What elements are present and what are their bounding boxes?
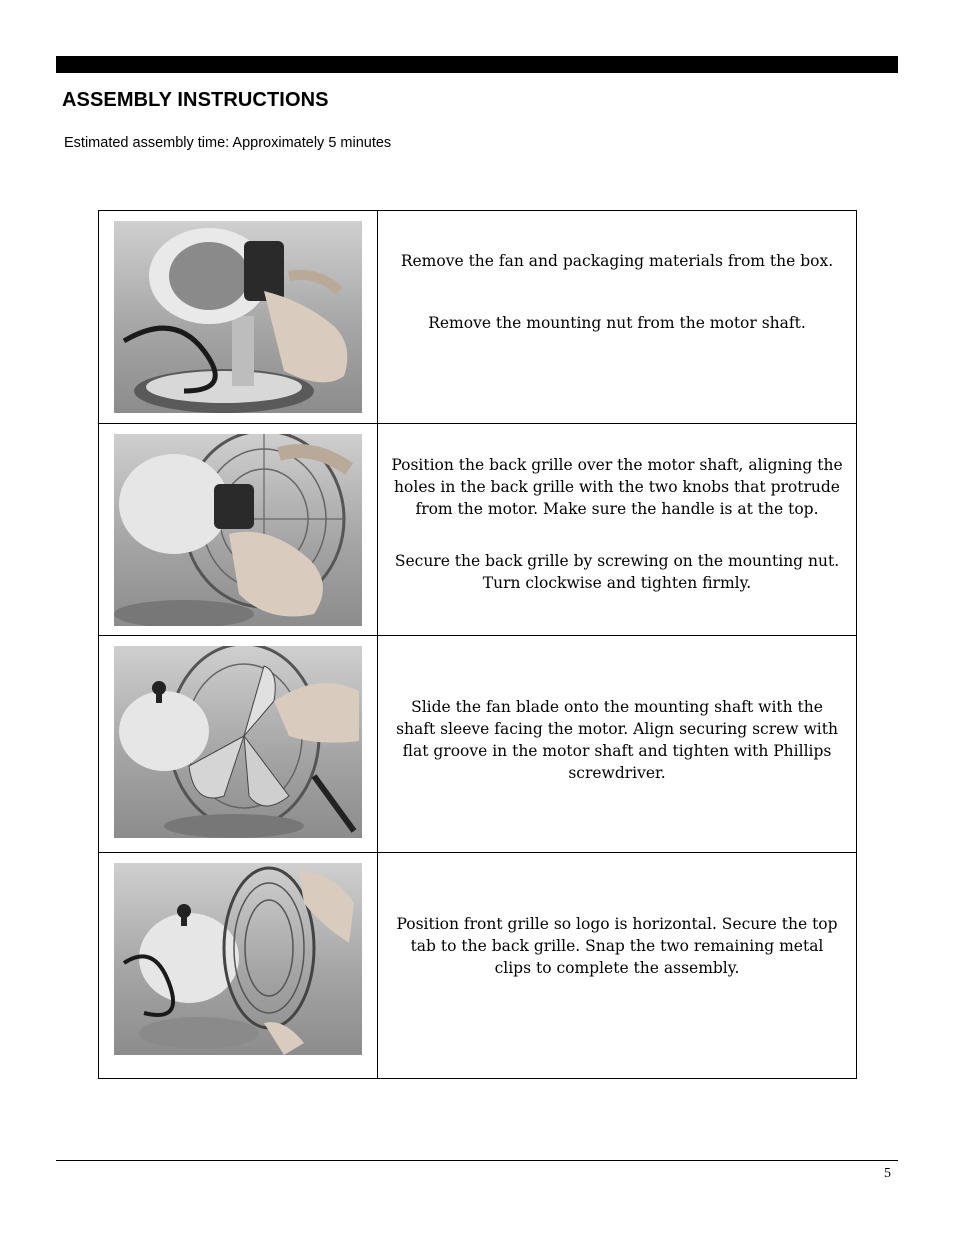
step-row	[99, 853, 857, 1079]
step-instructions	[378, 636, 856, 784]
assembly-time-note: Estimated assembly time: Approximately 5 minutes	[64, 135, 392, 151]
page-title: ASSEMBLY INSTRUCTIONS	[62, 89, 329, 111]
step-4-text-1: Position front grille so logo is horizontal. Secure the top tab to the back grille. Snap the two remaining metal clips to complete the assembly.	[396, 915, 838, 977]
step-instructions	[378, 853, 856, 979]
step-1-text-1: Remove the fan and packaging materials from the box.	[400, 252, 834, 270]
step-photo-cell	[99, 424, 378, 636]
page-number: 5	[884, 1166, 891, 1181]
step-3-photo	[114, 646, 362, 838]
footer-rule	[56, 1160, 898, 1161]
step-photo-cell	[99, 211, 378, 424]
step-photo-cell	[99, 636, 378, 853]
back-grille-photo-illustration	[114, 434, 362, 626]
step-2-text-1: Position the back grille over the motor shaft, aligning the holes in the back grille with the two knobs that protrude from the motor. Make sure the handle is at the top.	[391, 456, 843, 518]
front-grille-photo-illustration	[114, 863, 362, 1055]
fan-blade-photo-illustration	[114, 646, 362, 838]
step-1-text-2: Remove the mounting nut from the motor shaft.	[428, 314, 806, 332]
step-row	[99, 211, 857, 424]
step-instructions	[378, 211, 856, 334]
step-photo-cell	[99, 853, 378, 1079]
step-instructions	[378, 424, 856, 594]
step-text-cell	[378, 636, 857, 853]
step-2-text-2: Secure the back grille by screwing on the mounting nut. Turn clockwise and tighten firmly.	[394, 552, 840, 592]
instructions-table	[98, 210, 857, 1079]
step-2-photo	[114, 434, 362, 626]
step-1-photo	[114, 221, 362, 413]
step-text-cell	[378, 853, 857, 1079]
header-rule	[56, 56, 898, 73]
fan-motor-photo-illustration	[114, 221, 362, 413]
step-3-text-1: Slide the fan blade onto the mounting shaft with the shaft sleeve facing the motor. Align securing screw with flat groove in the motor shaft and tighten with Phillips screwdriver.	[396, 698, 838, 782]
step-row	[99, 424, 857, 636]
step-text-cell	[378, 424, 857, 636]
step-4-photo	[114, 863, 362, 1055]
step-text-cell	[378, 211, 857, 424]
step-row	[99, 636, 857, 853]
